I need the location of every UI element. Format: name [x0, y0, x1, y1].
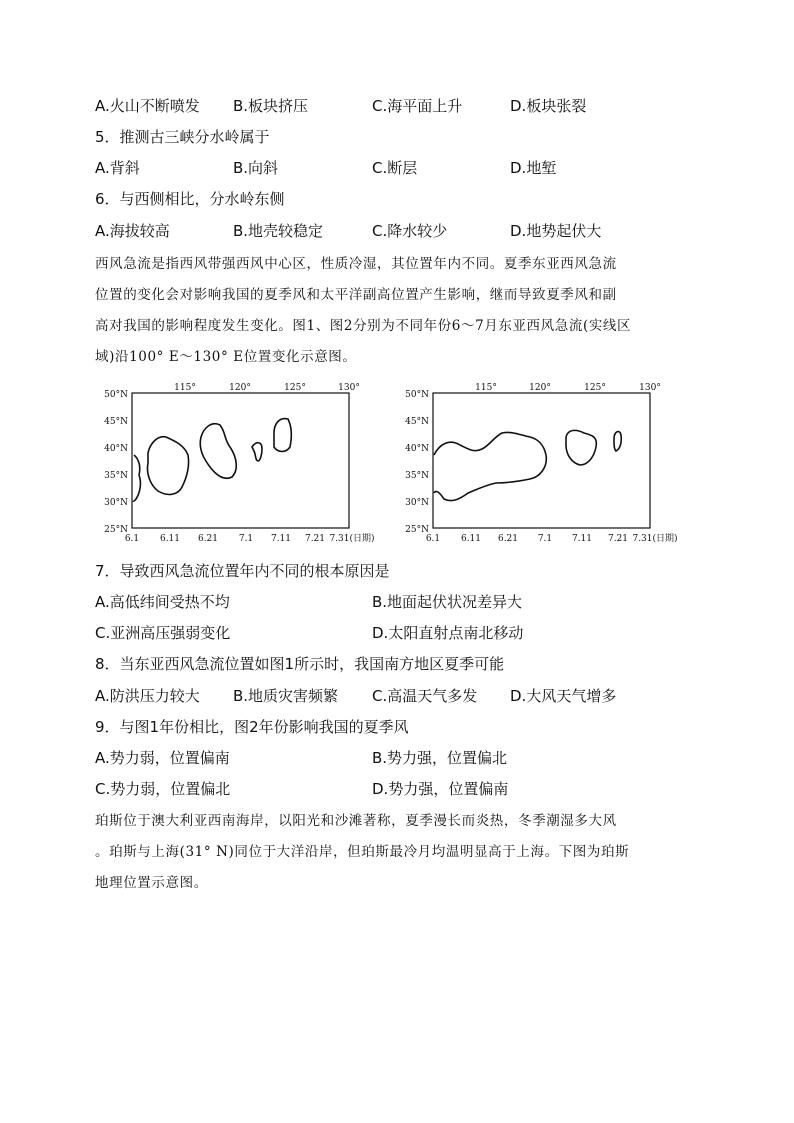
q7-option-b: B.地面起伏状况差异大 — [372, 593, 523, 611]
q5-option-b: B.向斜 — [233, 159, 279, 177]
q4-option-a: A.火山不断喷发 — [95, 97, 200, 115]
q7-stem: 7．导致西风急流位置年内不同的根本原因是 — [95, 562, 390, 580]
q9-stem: 9．与图1年份相比，图2年份影响我国的夏季风 — [95, 718, 409, 736]
q9-option-c: C.势力弱，位置偏北 — [95, 780, 231, 798]
figure-1 — [104, 383, 374, 544]
q8-option-d: D.大风天气增多 — [510, 687, 617, 705]
passage-line: 地理位置示意图。 — [95, 875, 208, 891]
fig2-date-tick: 6.11 — [460, 534, 482, 544]
fig1-lat-tick: 30°N — [104, 498, 128, 508]
q9-option-b: B.势力强，位置偏北 — [372, 749, 508, 767]
q4-option-b: B.板块挤压 — [233, 97, 309, 115]
passage-line: 。珀斯与上海(31° N)同位于大洋沿岸，但珀斯最冷月均温明显高于上海。下图为珀斯 — [95, 844, 630, 860]
fig2-date-tick: 7.11 — [571, 534, 593, 544]
jet-contour — [614, 432, 621, 451]
fig2-date-tick: 7.21 — [607, 534, 629, 544]
q4-option-c: C.海平面上升 — [372, 97, 463, 115]
q6-option-d: D.地势起伏大 — [510, 222, 602, 240]
fig2-lat-tick: 45°N — [405, 417, 429, 427]
jet-contour — [274, 419, 291, 452]
q9-option-a: A.势力弱，位置偏南 — [95, 749, 230, 767]
fig2-lat-tick: 30°N — [405, 498, 429, 508]
q6-option-a: A.海拔较高 — [95, 222, 170, 240]
fig1-top-tick: 115° — [174, 383, 196, 393]
q5-option-c: C.断层 — [372, 159, 418, 177]
jet-contour — [252, 443, 262, 461]
q4-option-d: D.板块张裂 — [510, 97, 587, 115]
fig1-lat-tick: 40°N — [104, 444, 128, 454]
jet-contour — [434, 432, 546, 500]
jet-contour — [566, 430, 596, 465]
q6-stem: 6．与西侧相比，分水岭东侧 — [95, 190, 285, 208]
q8-option-a: A.防洪压力较大 — [95, 687, 200, 705]
fig1-lat-tick: 25°N — [104, 525, 128, 535]
fig1-date-tick: 7.11 — [270, 534, 292, 544]
fig2-date-tick: 7.31(日期) — [632, 534, 678, 544]
jet-contour — [147, 437, 188, 495]
fig1-date-tick: 6.11 — [159, 534, 181, 544]
fig2-lat-tick: 50°N — [405, 390, 429, 400]
fig2-top-tick: 120° — [529, 383, 551, 393]
passage-line: 西风急流是指西风带强西风中心区，性质冷湿，其位置年内不同。夏季东亚西风急流 — [95, 256, 617, 272]
passage-line: 珀斯位于澳大利亚西南海岸，以阳光和沙滩著称，夏季漫长而炎热，冬季潮湿多大风 — [95, 813, 617, 829]
fig2-lat-tick: 35°N — [405, 471, 429, 481]
fig1-date-tick: 7.1 — [238, 534, 254, 544]
q8-stem: 8．当东亚西风急流位置如图1所示时，我国南方地区夏季可能 — [95, 655, 505, 673]
fig2-lat-tick: 40°N — [405, 444, 429, 454]
fig1-top-tick: 130° — [338, 383, 360, 393]
fig1-top-tick: 125° — [284, 383, 306, 393]
fig1-date-tick: 6.1 — [124, 534, 140, 544]
fig1-lat-tick: 50°N — [104, 390, 128, 400]
q7-option-d: D.太阳直射点南北移动 — [372, 624, 524, 642]
fig2-top-tick: 130° — [639, 383, 661, 393]
fig2-top-tick: 115° — [475, 383, 497, 393]
passage-perth — [95, 806, 705, 899]
figure-2 — [405, 383, 677, 544]
jet-contour — [200, 424, 236, 479]
passage-line: 位置的变化会对影响我国的夏季风和太平洋副高位置产生影响，继而导致夏季风和副 — [95, 287, 617, 303]
fig1-date-tick: 6.21 — [197, 534, 219, 544]
fig1-lat-tick: 45°N — [104, 417, 128, 427]
q6-option-b: B.地壳较稳定 — [233, 222, 324, 240]
q6-option-c: C.降水较少 — [372, 222, 448, 240]
fig2-date-tick: 6.1 — [425, 534, 441, 544]
passage-line: 高对我国的影响程度发生变化。图1、图2分别为不同年份6～7月东亚西风急流(实线区 — [95, 318, 632, 334]
q8-option-b: B.地质灾害频繁 — [233, 687, 339, 705]
passage-line: 域)沿100° E～130° E位置变化示意图。 — [95, 349, 357, 365]
fig2-top-tick: 125° — [584, 383, 606, 393]
fig1-date-tick: 7.31(日期) — [329, 534, 375, 544]
figure-1-frame — [132, 393, 349, 528]
passage-westerly-jet — [95, 249, 705, 373]
q7-option-c: C.亚洲高压强弱变化 — [95, 624, 231, 642]
jet-stream-figures — [0, 375, 794, 575]
q9-option-d: D.势力强，位置偏南 — [372, 780, 509, 798]
q5-option-a: A.背斜 — [95, 159, 140, 177]
fig1-lat-tick: 35°N — [104, 471, 128, 481]
fig2-date-tick: 6.21 — [497, 534, 519, 544]
q8-option-c: C.高温天气多发 — [372, 687, 478, 705]
figure-2-frame — [433, 393, 650, 528]
fig1-top-tick: 120° — [229, 383, 251, 393]
q5-option-d: D.地堑 — [510, 159, 557, 177]
jet-contour — [133, 455, 140, 501]
fig1-date-tick: 7.21 — [304, 534, 326, 544]
fig2-date-tick: 7.1 — [537, 534, 553, 544]
q5-stem: 5．推测古三峡分水岭属于 — [95, 128, 270, 146]
q7-option-a: A.高低纬间受热不均 — [95, 593, 230, 611]
fig2-lat-tick: 25°N — [405, 525, 429, 535]
